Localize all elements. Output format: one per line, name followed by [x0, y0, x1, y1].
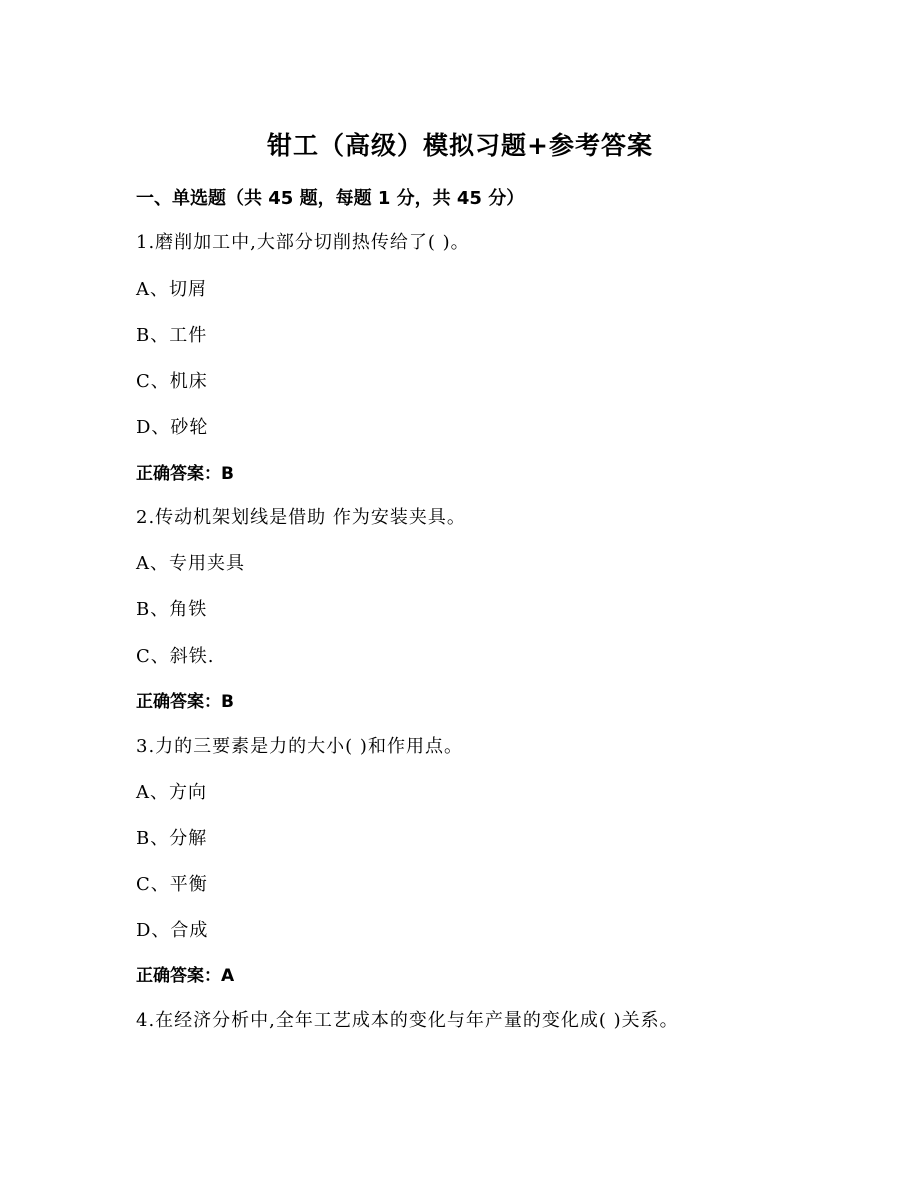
question-stem: 3.力的三要素是力的大小( )和作用点。 [136, 736, 463, 757]
option-d: D、合成 [136, 920, 209, 941]
question-stem: 1.磨削加工中,大部分切削热传给了( )。 [136, 232, 470, 253]
option-b: B、角铁 [136, 599, 208, 620]
option-b: B、工件 [136, 325, 208, 346]
answer-line: 正确答案：B [136, 692, 234, 712]
answer-line: 正确答案：A [136, 966, 235, 986]
document-title: 钳工（高级）模拟习题+参考答案 [267, 131, 653, 160]
section-heading: 一、单选题（共 45 题，每题 1 分，共 45 分） [136, 188, 525, 209]
option-d: D、砂轮 [136, 417, 209, 438]
option-a: A、方向 [136, 782, 207, 803]
option-c: C、平衡 [136, 874, 208, 895]
option-b: B、分解 [136, 828, 208, 849]
option-a: A、专用夹具 [136, 553, 245, 574]
question-stem: 4.在经济分析中,全年工艺成本的变化与年产量的变化成( )关系。 [136, 1010, 679, 1031]
option-a: A、切屑 [136, 279, 207, 300]
answer-line: 正确答案：B [136, 464, 234, 484]
question-stem: 2.传动机架划线是借助 作为安装夹具。 [136, 507, 466, 528]
option-c: C、斜铁. [136, 646, 215, 667]
option-c: C、机床 [136, 371, 208, 392]
